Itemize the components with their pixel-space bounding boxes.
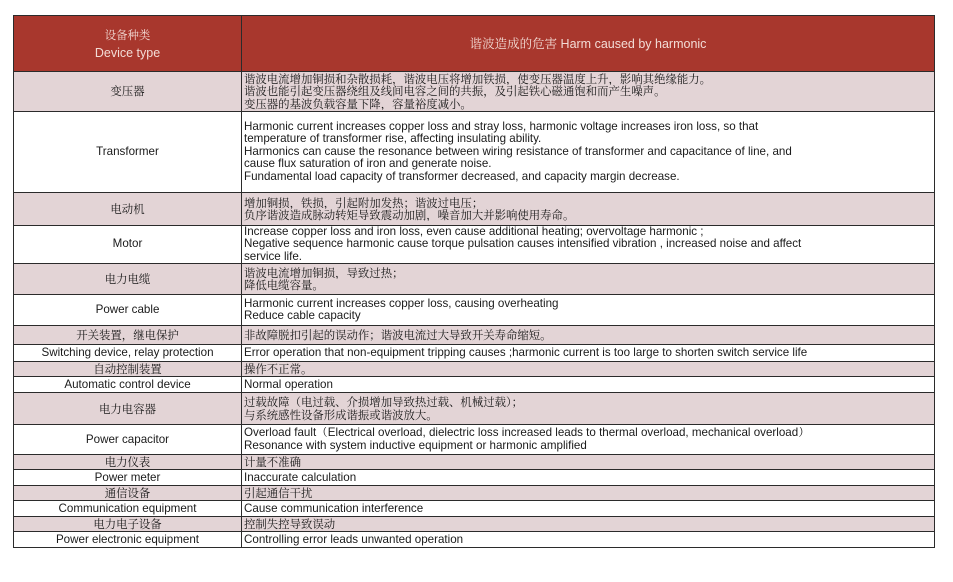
device-name-zh: 电力电子设备 (14, 517, 242, 532)
harm-line-zh: 降低电缆容量。 (244, 279, 324, 292)
table-row-zh (14, 517, 935, 532)
harm-line-zh: 与系统感性设备形成谐振或谐波放大。 (244, 408, 438, 422)
device-name-zh: 开关装置，继电保护 (14, 326, 242, 345)
harm-description-zh (242, 193, 935, 226)
harm-line-zh: 控制失控导致误动 (244, 518, 336, 531)
harm-line-en: Increase copper loss and iron loss, even cause additional heating; overvoltage harmonic ; (244, 226, 704, 238)
table-row-zh (14, 264, 935, 295)
harm-line-zh: 变压器的基波负载容量下降，容量裕度减小。 (244, 97, 472, 111)
device-name-zh: 电力电缆 (14, 264, 242, 295)
table-row-en (14, 470, 935, 486)
harm-description-en (242, 226, 935, 264)
device-name-en: Automatic control device (14, 377, 242, 393)
harm-description-en (242, 425, 935, 455)
harmonic-harm-table (13, 15, 935, 548)
harm-line-en: Cause communication interference (244, 502, 424, 515)
harm-description-en (242, 112, 935, 193)
device-name-en: Transformer (14, 112, 242, 193)
device-name-en: Motor (14, 226, 242, 264)
device-name-en: Switching device, relay protection (14, 345, 242, 362)
header-harm-label: 谐波造成的危害 Harm caused by harmonic (469, 36, 707, 51)
table-row-zh (14, 455, 935, 470)
header-device-type (14, 16, 242, 72)
table-row-zh (14, 486, 935, 501)
device-name-zh: 电动机 (14, 193, 242, 226)
table-row-en (14, 425, 935, 455)
harm-line-en: service life. (244, 250, 302, 263)
harm-description-zh (242, 393, 935, 425)
harm-line-en: Resonance with system inductive equipment or harmonic amplified (244, 439, 587, 452)
harm-line-zh: 负序谐波造成脉动转矩导致震动加剧，噪音加大并影响使用寿命。 (244, 209, 575, 222)
table-row-en (14, 226, 935, 264)
table-body (14, 72, 935, 548)
device-name-en: Power cable (14, 295, 242, 326)
harm-description-zh (242, 326, 935, 345)
table-row-en (14, 532, 935, 548)
device-name-zh: 自动控制装置 (14, 362, 242, 377)
harm-line-en: cause flux saturation of iron and generate noise. (244, 158, 492, 171)
harm-description-en (242, 470, 935, 486)
harm-description-zh (242, 455, 935, 470)
header-device-type-en: Device type (94, 45, 161, 60)
harm-line-en: Reduce cable capacity (244, 310, 361, 323)
table-row-en (14, 112, 935, 193)
harm-line-zh: 过载故障（电过载、介损增加导致热过载、机械过载）； (244, 396, 524, 409)
table-row-zh (14, 326, 935, 345)
table-row-en (14, 345, 935, 362)
harm-description-zh (242, 486, 935, 501)
table-row-zh (14, 393, 935, 425)
table-row-zh (14, 193, 935, 226)
harm-line-zh: 操作不正常。 (244, 363, 313, 376)
harm-description-en (242, 501, 935, 517)
header-device-type-zh: 设备种类 (104, 27, 151, 42)
harm-description-en (242, 345, 935, 362)
harm-line-zh: 谐波也能引起变压器绕组及线间电容之间的共振，及引起铁心磁通饱和而产生噪声。 (244, 85, 666, 98)
device-name-en: Power electronic equipment (14, 532, 242, 548)
harm-line-en: Controlling error leads unwanted operation (244, 533, 464, 546)
device-name-en: Power capacitor (14, 425, 242, 455)
header-harm (242, 16, 935, 72)
device-name-en: Power meter (14, 470, 242, 486)
harm-line-zh: 非故障脱扣引起的误动作；谐波电流过大导致开关寿命缩短。 (244, 329, 552, 342)
table-row-en (14, 295, 935, 326)
harm-line-zh: 计量不准确 (244, 456, 301, 469)
device-name-zh: 电力电容器 (14, 393, 242, 425)
harm-line-en: Inaccurate calculation (244, 471, 357, 484)
harm-description-zh (242, 72, 935, 112)
device-name-zh: 电力仪表 (14, 455, 242, 470)
harm-description-en (242, 295, 935, 326)
harmonic-harm-table-document (13, 15, 934, 548)
harm-line-zh: 增加铜损，铁损，引起附加发热；谐波过电压； (244, 196, 484, 209)
harm-line-zh: 谐波电流增加铜损和杂散损耗，谐波电压将增加铁损，使变压器温度上升，影响其绝缘能力。 (244, 72, 712, 86)
harm-description-en (242, 377, 935, 393)
harm-line-zh: 谐波电流增加铜损，导致过热； (244, 266, 404, 280)
harm-line-en: Error operation that non-equipment tripping causes ;harmonic current is too large to shorten switch service life (244, 347, 808, 360)
harm-description-zh (242, 362, 935, 377)
device-name-zh: 变压器 (14, 72, 242, 112)
harm-line-en: temperature of transformer rise, affecting insulating ability. (244, 133, 542, 146)
harm-description-zh (242, 517, 935, 532)
harm-line-en: Harmonic current increases copper loss and stray loss, harmonic voltage increases iron loss, so that (244, 120, 759, 133)
device-name-zh: 通信设备 (14, 486, 242, 501)
harm-description-zh (242, 264, 935, 295)
table-row-zh (14, 72, 935, 112)
harm-line-en: Negative sequence harmonic cause torque pulsation causes intensified vibration , increased noise and affect (244, 238, 802, 251)
table-row-en (14, 501, 935, 517)
harm-line-en: Normal operation (244, 378, 333, 391)
harm-line-en: Fundamental load capacity of transformer decreased, and capacity margin decrease. (244, 170, 680, 183)
harm-description-en (242, 532, 935, 548)
harm-line-en: Harmonics can cause the resonance between wiring resistance of transformer and capacitance of line, and (244, 145, 792, 158)
harm-line-en: Overload fault（Electrical overload, dielectric loss increased leads to thermal overload, mechanical overload） (244, 427, 810, 440)
table-header-row (14, 16, 935, 72)
harm-line-zh: 引起通信干扰 (244, 487, 313, 500)
harm-line-en: Harmonic current increases copper loss, causing overheating (244, 297, 559, 310)
device-name-en: Communication equipment (14, 501, 242, 517)
table-row-en (14, 377, 935, 393)
table-row-zh (14, 362, 935, 377)
